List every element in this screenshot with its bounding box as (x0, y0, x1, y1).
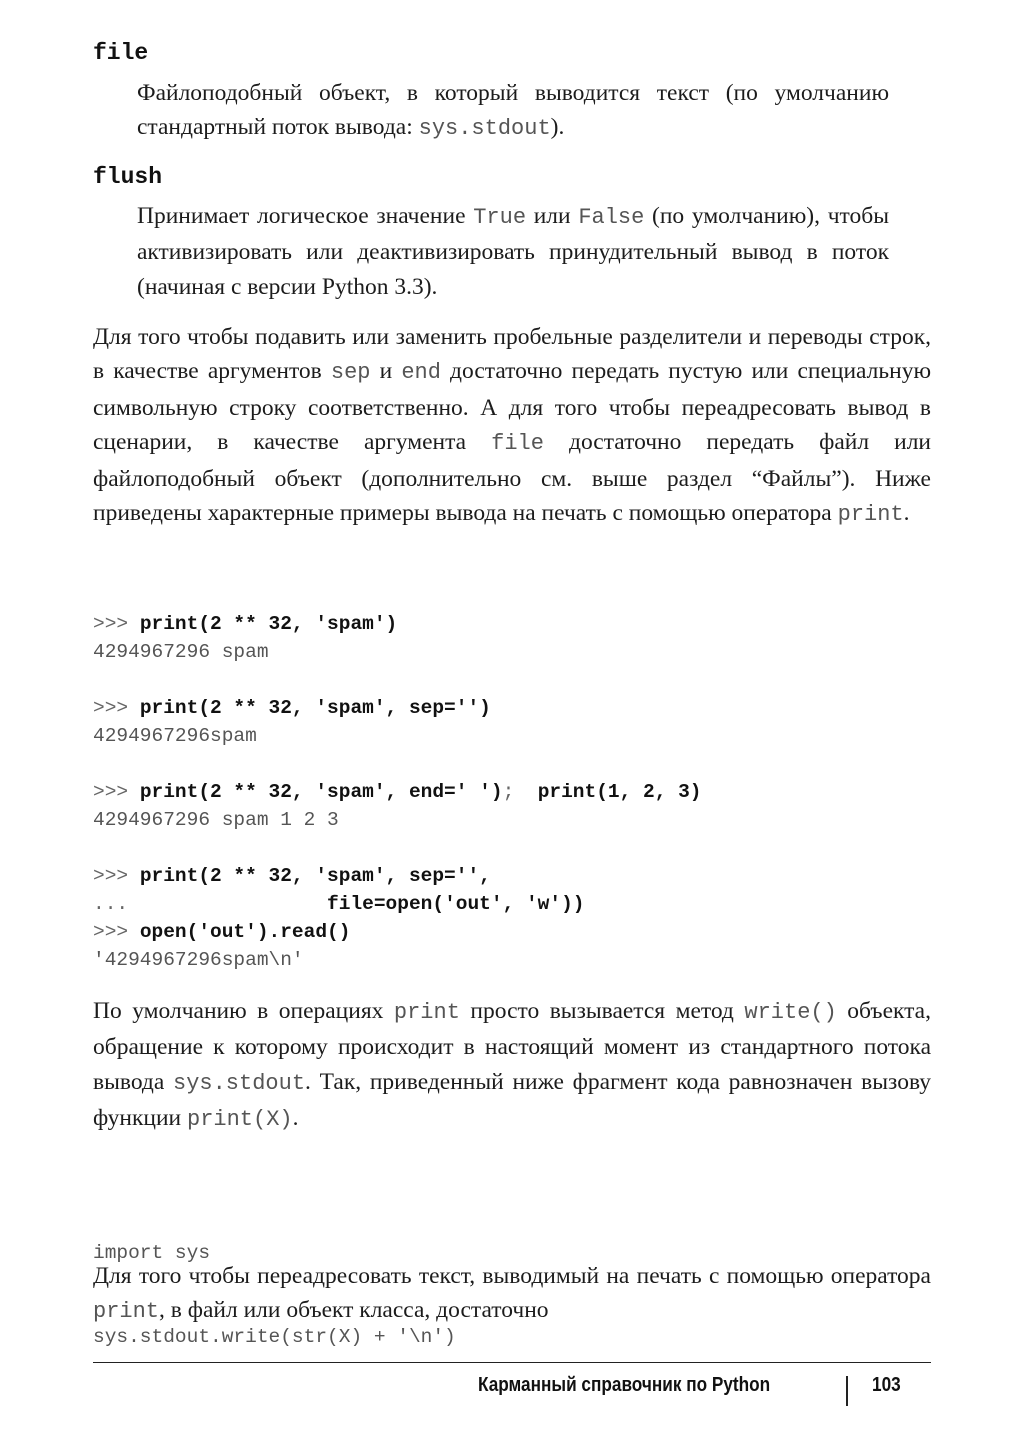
code-line (93, 722, 491, 750)
inline-code: print (837, 502, 904, 528)
code-prompt: >>> (93, 865, 140, 887)
inline-code: True (473, 205, 527, 230)
code-output: 4294967296 spam (93, 641, 269, 663)
code-example-2 (93, 694, 491, 750)
footer-rule (93, 1362, 931, 1363)
code-example-4 (93, 862, 585, 974)
code-output: 4294967296spam (93, 725, 257, 747)
code-command: open('out').read() (139, 921, 351, 943)
code-line (93, 806, 702, 834)
code-output: 4294967296 spam 1 2 3 (93, 809, 339, 831)
code-line (93, 694, 491, 722)
code-command: print(1, 2, 3) (537, 781, 702, 803)
inline-code: write() (744, 1000, 837, 1025)
paragraph-separators: Для того чтобы подавить или заменить пробельные разделители и переводы строк, в качестве аргументов sep и end достаточно передать пустую или специальную символьную строку соответственно. А для того чтобы переадресовать вывод в сценарии, в качестве аргумента file достаточно передать файл или файлоподобный объект (дополнительно см. выше раздел “Файлы”). Ниже приведены характерные примеры вывода на печать с помощью оператора print. (93, 324, 932, 528)
code-line (93, 918, 585, 946)
code-line (93, 610, 397, 638)
inline-code: print (93, 1299, 160, 1325)
code-line (93, 638, 397, 666)
term-file-description: Файлоподобный объект, в который выводится текст (по умолчанию стандартный поток вывода: sys.stdout). (137, 80, 889, 142)
footer-book-title: Карманный справочник по Python (478, 1374, 771, 1396)
inline-code: False (578, 205, 645, 230)
code-prompt: >>> (93, 697, 140, 719)
code-command: file=open('out', 'w')) (327, 893, 585, 915)
code-output: '4294967296spam\n' (93, 949, 304, 971)
paragraph-default-write: По умолчанию в операциях print просто вызывается метод write() объекта, обращение к которому происходит в настоящий момент из стандартного потока вывода sys.stdout. Так, приведенный ниже фрагмент кода равнозначен вызову функции print(X). (93, 998, 931, 1133)
code-prompt: ... (93, 893, 328, 915)
inline-code: sep (330, 360, 371, 386)
code-command: print(2 ** 32, 'spam', sep='') (139, 697, 491, 719)
paragraph-redirect: Для того чтобы переадресовать текст, выводимый на печать с помощью оператора print, в файл или объект класса, достаточно (93, 1263, 931, 1325)
code-command: print(2 ** 32, 'spam', sep='', (139, 865, 491, 887)
code-line (93, 890, 585, 918)
code-command: print(2 ** 32, 'spam') (139, 613, 398, 635)
inline-code: sys.stdout (173, 1070, 306, 1096)
inline-code: print(X) (187, 1107, 293, 1133)
inline-code: print (393, 1000, 460, 1025)
footer-separator (846, 1376, 848, 1406)
code-prompt: >>> (93, 921, 140, 943)
code-line: import sys (93, 1242, 211, 1264)
inline-code: sys.stdout (418, 116, 551, 142)
inline-code: file (491, 431, 544, 457)
term-flush-description: Принимает логическое значение True или False (по умолчанию), чтобы активизировать или деактивизировать принудительный вывод в поток (начиная с версии Python 3.3). (137, 203, 889, 300)
code-line: sys.stdout.write(str(X) + '\n') (93, 1326, 456, 1348)
code-example-3 (93, 778, 702, 834)
term-file: file (93, 40, 149, 66)
code-line (93, 778, 702, 806)
inline-code: end (401, 360, 441, 386)
term-flush: flush (93, 164, 163, 190)
code-line (93, 946, 585, 974)
code-prompt: >>> (93, 781, 140, 803)
code-line (93, 862, 585, 890)
code-separator: ; (502, 781, 538, 803)
code-example-1 (93, 610, 397, 666)
code-command: print(2 ** 32, 'spam', end=' ') (139, 781, 503, 803)
code-prompt: >>> (93, 613, 140, 635)
page-number: 103 (872, 1374, 901, 1396)
